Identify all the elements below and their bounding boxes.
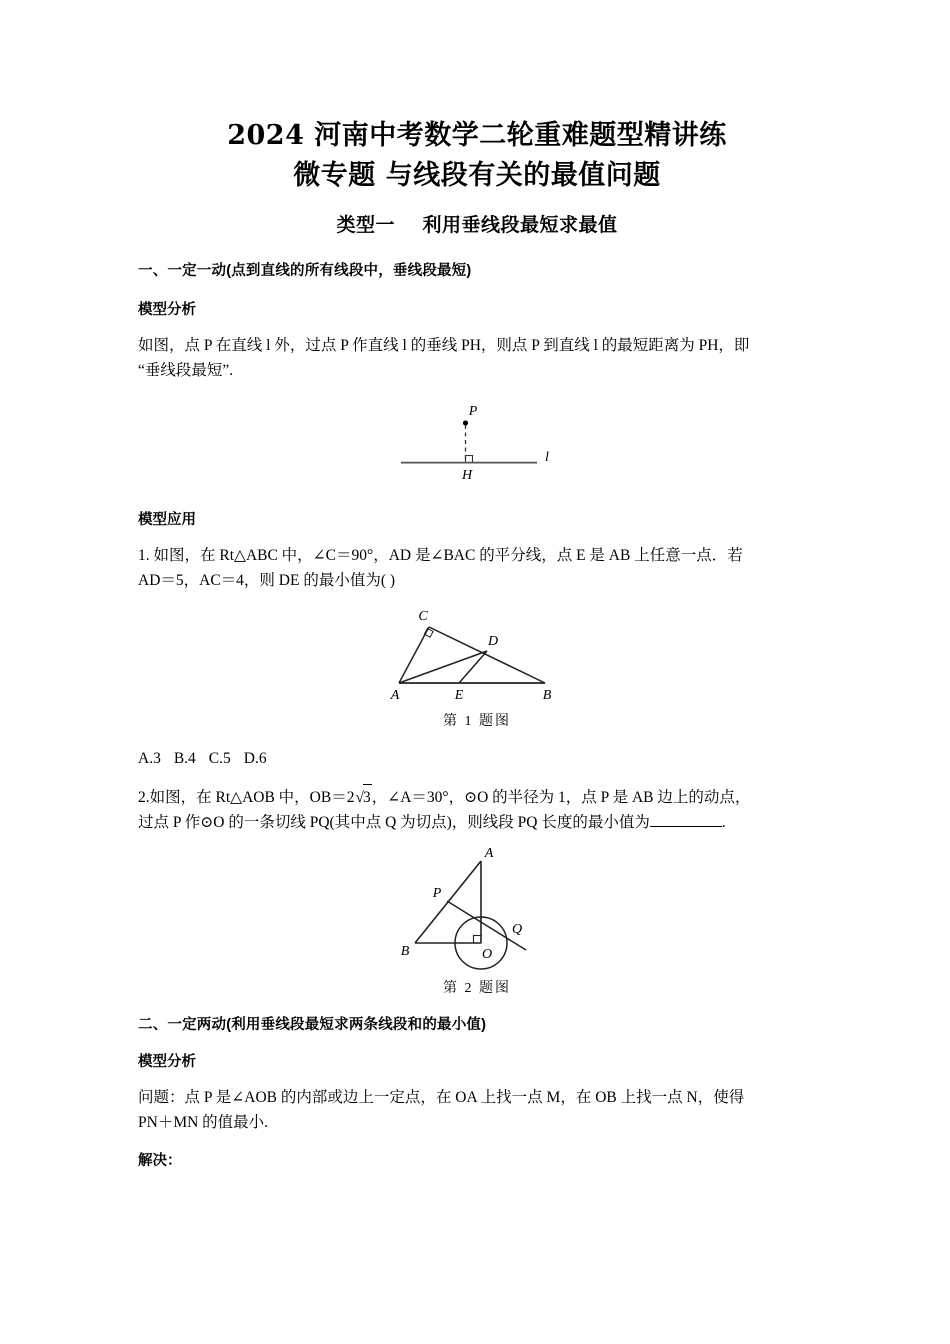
right-angle-mark-h xyxy=(466,456,473,463)
figure-label-h: H xyxy=(461,468,473,484)
option-c-key: C. xyxy=(208,750,224,768)
section-two-heading: 二、一定两动(利用垂线段最短求两条线段和的最小值) xyxy=(138,1016,487,1033)
document-title-line-2: 微专题 与线段有关的最值问题 xyxy=(293,160,661,191)
figure-label-l: l xyxy=(545,450,549,466)
problem-2-text-line-1b: ，∠A＝30°，⊙O 的半径为 1，点 P 是 AB 边上的动点， xyxy=(371,788,751,806)
problem-2-label-b: B xyxy=(400,943,410,959)
section-two-question-paragraph-2 xyxy=(138,1110,816,1135)
segment-ac xyxy=(399,627,429,683)
document-title-line-1: 2024 河南中考数学二轮重难题型精讲练 xyxy=(227,120,727,151)
question-label: 问题： xyxy=(138,1088,185,1106)
option-c-value: 5 xyxy=(223,750,231,768)
option-d-value: 6 xyxy=(258,750,267,768)
model-figure-svg xyxy=(377,399,577,485)
radical-symbol: √ xyxy=(355,788,364,806)
problem-2-text-line-2b: . xyxy=(721,813,726,831)
problem-2-statement-line-2 xyxy=(138,810,816,835)
option-c[interactable] xyxy=(209,750,231,767)
model-analysis-text-line-2: “垂线段最短”. xyxy=(138,362,234,380)
section-one-model-analysis-paragraph-2 xyxy=(138,358,816,383)
problem-2-label-o: O xyxy=(481,946,493,962)
problem-1-statement xyxy=(138,543,816,568)
problem-1-caption: 第 1 题图 xyxy=(443,714,511,730)
section-one-model-analysis-heading: 模型分析 xyxy=(138,302,196,318)
problem-1-figure-svg xyxy=(377,603,577,703)
point-p-marker xyxy=(463,421,468,426)
document-content xyxy=(138,0,816,1170)
problem-1-text-line-1: 如图，在 Rt△ABC 中，∠C＝90°，AD 是∠BAC 的平分线，点 E 是 AB 上任意一点．若 xyxy=(153,547,743,565)
section-two-question-paragraph xyxy=(138,1085,816,1110)
problem-2-text-line-1a: 如图，在 Rt△AOB 中，OB＝2 xyxy=(149,788,355,806)
answer-blank[interactable] xyxy=(650,812,722,826)
problem-2-label-p: P xyxy=(432,885,442,901)
type-heading-text: 利用垂线段最短求最值 xyxy=(422,215,618,236)
section-two-model-analysis-heading: 模型分析 xyxy=(138,1053,196,1070)
option-a-key: A. xyxy=(138,750,154,768)
problem-2-statement xyxy=(138,784,816,810)
option-b-key: B. xyxy=(173,750,189,768)
section-one-model-analysis-paragraph xyxy=(138,333,816,358)
model-figure-perpendicular xyxy=(138,399,816,490)
type-heading-label: 类型一 xyxy=(336,215,395,236)
figure-label-p: P xyxy=(468,404,478,420)
problem-1-label-c: C xyxy=(418,609,428,625)
option-d[interactable] xyxy=(244,750,267,767)
problem-1-figure xyxy=(138,603,816,730)
question-text-line-2: PN＋MN 的值最小. xyxy=(138,1113,269,1131)
question-text-line-1: 点 P 是∠AOB 的内部或边上一定点，在 OA 上找一点 M，在 OB 上找一点 N，使得 xyxy=(184,1088,745,1106)
sqrt-expression xyxy=(354,784,371,810)
problem-1-label-d: D xyxy=(487,634,499,650)
problem-2-number: 2. xyxy=(138,788,150,806)
section-two-solution-heading: 解决： xyxy=(138,1152,182,1169)
problem-1-label-b: B xyxy=(542,688,552,704)
section-one-heading: 一、一定一动(点到直线的所有线段中，垂线段最短) xyxy=(138,263,472,279)
radicand: 3 xyxy=(363,784,372,810)
type-heading xyxy=(138,189,816,237)
option-b-value: 4 xyxy=(188,750,196,768)
option-a-value: 3 xyxy=(153,750,161,768)
option-b[interactable] xyxy=(174,750,196,767)
problem-1-label-e: E xyxy=(454,688,464,704)
problem-2-figure-svg xyxy=(377,845,577,970)
problem-1-options xyxy=(138,746,816,771)
problem-1-statement-line-2 xyxy=(138,568,816,593)
problem-1-label-a: A xyxy=(390,688,400,704)
problem-2-caption: 第 2 题图 xyxy=(443,980,511,996)
option-d-key: D. xyxy=(243,750,259,768)
problem-1-text-line-2: AD＝5，AC＝4，则 DE 的最小值为( ) xyxy=(138,572,396,590)
section-one-model-application-heading: 模型应用 xyxy=(138,512,196,529)
problem-2-label-a: A xyxy=(484,845,494,861)
problem-2-figure xyxy=(138,845,816,997)
problem-1-number: 1. xyxy=(138,547,150,565)
option-a[interactable] xyxy=(138,750,161,767)
right-angle-mark-o xyxy=(474,935,482,943)
problem-2-label-q: Q xyxy=(511,921,523,937)
problem-2-text-line-2a: 过点 P 作⊙O 的一条切线 PQ(其中点 Q 为切点)，则线段 PQ 长度的最小值为 xyxy=(138,813,650,831)
model-analysis-text-line-1: 如图，点 P 在直线 l 外，过点 P 作直线 l 的垂线 PH，则点 P 到直线 l 的最短距离为 PH，即 xyxy=(138,337,750,354)
